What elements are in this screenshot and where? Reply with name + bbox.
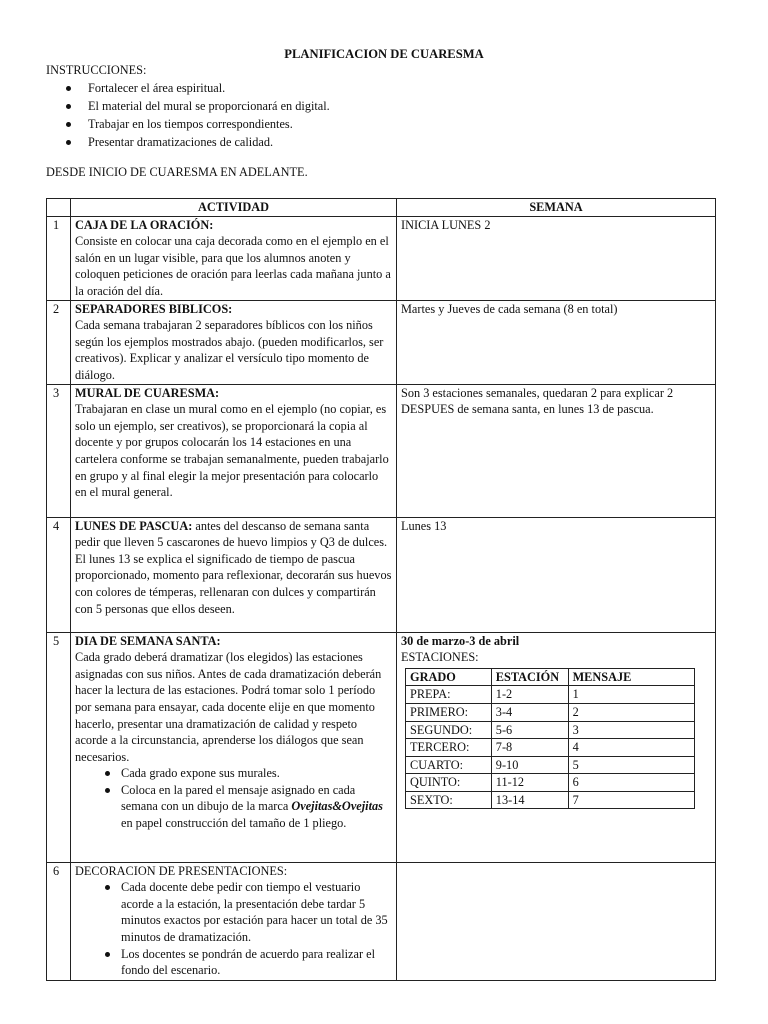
bullet-item: Cada grado expone sus murales. xyxy=(101,765,392,782)
activity-text: Consiste en colocar una caja decorada como en el ejemplo en el salón en un lugar visible, para que los alumnos anoten y coloquen peticiones de oración para leerlas cada mañana junto a la oración del día. xyxy=(75,234,391,298)
message: 2 xyxy=(568,703,694,721)
grade: QUINTO: xyxy=(406,774,492,792)
grade: SEGUNDO: xyxy=(406,721,492,739)
instructions-list xyxy=(62,79,330,151)
message: 3 xyxy=(568,721,694,739)
stations-label: ESTACIONES: xyxy=(401,650,479,665)
table-row xyxy=(47,632,716,862)
stations-row xyxy=(406,774,695,792)
station: 5-6 xyxy=(491,721,568,739)
grade: PREPA: xyxy=(406,686,492,704)
message: 4 xyxy=(568,739,694,757)
instruction-item: El material del mural se proporcionará en digital. xyxy=(62,97,330,115)
instruction-item: Trabajar en los tiempos correspondientes. xyxy=(62,115,330,133)
row-number: 5 xyxy=(47,632,71,862)
bullet-text: en papel construcción del tamaño de 1 pliego. xyxy=(121,816,347,831)
activity-title: LUNES DE PASCUA: xyxy=(75,518,193,533)
message: 7 xyxy=(568,791,694,809)
instructions-label: INSTRUCCIONES: xyxy=(46,63,147,77)
week-cell: Son 3 estaciones semanales, quedaran 2 para explicar 2 DESPUES de semana santa, en lunes 13 de pascua. xyxy=(397,384,716,517)
bullet-text: Coloca en la pared el mensaje asignado en cada semana con un dibujo de la marca xyxy=(121,782,356,814)
instruction-item: Presentar dramatizaciones de calidad. xyxy=(62,133,330,151)
station: 9-10 xyxy=(491,756,568,774)
grade: TERCERO: xyxy=(406,739,492,757)
planning-table xyxy=(46,198,716,981)
header-activity: ACTIVIDAD xyxy=(71,199,397,217)
period-label: DESDE INICIO DE CUARESMA EN ADELANTE. xyxy=(46,165,308,179)
row-number: 6 xyxy=(47,862,71,980)
activity-text: Cada semana trabajaran 2 separadores bíblicos con los niños según los ejemplos mostrados abajo. (pueden modificarlos, ser creativos). Explicar y analizar el versículo tipo momento de diálogo. xyxy=(75,318,384,382)
week-cell: Lunes 13 xyxy=(397,517,716,632)
activity-title: CAJA DE LA ORACIÓN: xyxy=(75,217,214,232)
activity-bullets xyxy=(75,879,392,979)
table-row xyxy=(47,300,716,384)
row-number: 2 xyxy=(47,300,71,384)
activity-title: DECORACION DE PRESENTACIONES: xyxy=(75,863,288,878)
stations-header-grade: GRADO xyxy=(406,668,492,686)
activity-cell xyxy=(71,384,397,517)
table-row xyxy=(47,216,716,300)
activity-text-body: antes del descanso de semana santa pedir que lleven 5 cascarones de huevo limpios y Q3 de dulces. El lunes 13 se explica el significado de tiempo de pascua proporcionado, momento para reflexionar, decorarán sus huevos con colores de témperas, rellenaran con dulces y compartirán con 5 personas que ellos deseen. xyxy=(75,518,392,616)
table-row xyxy=(47,517,716,632)
message: 1 xyxy=(568,686,694,704)
bullet-item: Cada docente debe pedir con tiempo el vestuario acorde a la estación, la presentación debe tardar 5 minutos exactos por estación para hacer un total de 35 minutos de dramatización. xyxy=(101,879,392,945)
header-week: SEMANA xyxy=(397,199,716,217)
station: 11-12 xyxy=(491,774,568,792)
row-number: 4 xyxy=(47,517,71,632)
bullet-item xyxy=(101,782,392,832)
table-header-row xyxy=(47,199,716,217)
message: 5 xyxy=(568,756,694,774)
stations-row xyxy=(406,739,695,757)
activity-text xyxy=(75,518,392,618)
activity-title: DIA DE SEMANA SANTA: xyxy=(75,633,221,648)
row-number: 3 xyxy=(47,384,71,517)
bullet-item: Los docentes se pondrán de acuerdo para realizar el fondo del escenario. xyxy=(101,946,392,979)
week-cell: Martes y Jueves de cada semana (8 en total) xyxy=(397,300,716,384)
stations-row xyxy=(406,703,695,721)
week-cell: INICIA LUNES 2 xyxy=(397,216,716,300)
activity-bullets xyxy=(75,765,392,831)
station: 13-14 xyxy=(491,791,568,809)
stations-header-row xyxy=(406,668,695,686)
station: 1-2 xyxy=(491,686,568,704)
table-row xyxy=(47,384,716,517)
activity-text: Cada grado deberá dramatizar (los elegidos) las estaciones asignadas con sus niños. Antes de cada dramatización deberán hacer la lectura de las estaciones. Podrá tomar solo 1 período por semana para ensayar, cada docente elije en que momento hacerlo, presentar una dramatización de calidad y respeto acorde a la circunstancia, aprenderse los diálogos que sean necesarios. xyxy=(75,650,382,764)
activity-cell xyxy=(71,300,397,384)
grade: PRIMERO: xyxy=(406,703,492,721)
week-cell xyxy=(397,862,716,980)
table-row xyxy=(47,862,716,980)
grade: CUARTO: xyxy=(406,756,492,774)
brand-name: Ovejitas&Ovejitas xyxy=(291,799,383,814)
stations-row xyxy=(406,721,695,739)
stations-row xyxy=(406,756,695,774)
stations-row xyxy=(406,791,695,809)
activity-cell xyxy=(71,862,397,980)
activity-title: MURAL DE CUARESMA: xyxy=(75,385,220,400)
week-date-range: 30 de marzo-3 de abril xyxy=(401,633,520,648)
stations-row xyxy=(406,686,695,704)
station: 3-4 xyxy=(491,703,568,721)
document-title: PLANIFICACION DE CUARESMA xyxy=(284,47,484,61)
stations-table xyxy=(405,668,695,810)
instruction-item: Fortalecer el área espiritual. xyxy=(62,79,330,97)
message: 6 xyxy=(568,774,694,792)
activity-cell xyxy=(71,632,397,862)
header-number xyxy=(47,199,71,217)
activity-cell xyxy=(71,517,397,632)
row-number: 1 xyxy=(47,216,71,300)
stations-header-message: MENSAJE xyxy=(568,668,694,686)
grade: SEXTO: xyxy=(406,791,492,809)
activity-cell xyxy=(71,216,397,300)
activity-title: SEPARADORES BIBLICOS: xyxy=(75,301,233,316)
week-cell xyxy=(397,632,716,862)
activity-text: Trabajaran en clase un mural como en el ejemplo (no copiar, es solo un ejemplo, ser creativos), se proporcionará la copia al docente y por grupos colocarán los 14 estaciones en una cartelera conforme se trabajan semanalmente, pueden trabajarlo en grupo y al final elegir la mejor presentación para colocarlo en el mural general. xyxy=(75,402,389,500)
stations-header-station: ESTACIÓN xyxy=(491,668,568,686)
station: 7-8 xyxy=(491,739,568,757)
